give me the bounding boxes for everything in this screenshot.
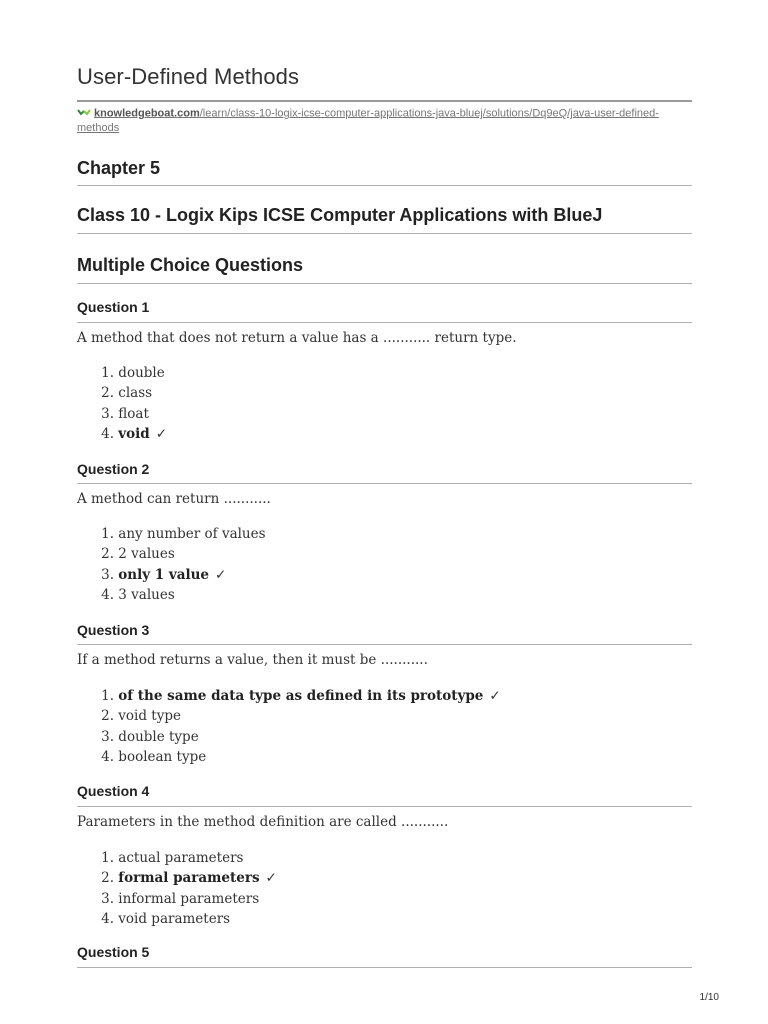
- option-text: void type: [118, 708, 181, 725]
- option-item: [77, 404, 167, 424]
- option-text: formal parameters: [118, 870, 260, 887]
- option-item: [77, 848, 277, 868]
- question-divider: [77, 483, 692, 484]
- page-title: User-Defined Methods: [77, 64, 300, 89]
- option-item: [77, 889, 277, 909]
- check-icon: ✓: [489, 688, 501, 704]
- question-text: If a method returns a value, then it must be ...........: [77, 652, 428, 668]
- option-list: [77, 524, 266, 605]
- title-divider: [77, 100, 692, 102]
- source-site: knowledgeboat.com: [94, 107, 200, 120]
- option-text: boolean type: [118, 748, 207, 765]
- chapter-divider: [77, 185, 692, 186]
- page-number: 1/10: [699, 992, 719, 1003]
- question-heading: Question 3: [77, 622, 150, 638]
- option-text: only 1 value: [118, 566, 210, 583]
- option-list: [77, 363, 167, 444]
- question-divider: [77, 806, 692, 807]
- option-text: actual parameters: [118, 850, 244, 866]
- option-number: 2.: [101, 546, 114, 563]
- book-divider: [77, 233, 692, 234]
- option-number: 1.: [101, 365, 114, 381]
- option-item-correct: [77, 868, 277, 888]
- question-text: Parameters in the method definition are called ...........: [77, 814, 449, 830]
- question-text: A method can return ...........: [77, 491, 271, 507]
- question-divider: [77, 644, 692, 645]
- question-text: A method that does not return a value has a ........... return type.: [77, 330, 517, 346]
- option-item: [77, 544, 266, 564]
- option-number: 4.: [101, 910, 114, 927]
- chapter-heading: Chapter 5: [77, 158, 161, 178]
- option-item: [77, 706, 501, 726]
- option-text: float: [118, 405, 149, 422]
- check-icon: ✓: [155, 425, 168, 442]
- option-number: 4.: [101, 748, 114, 765]
- option-text: of the same data type as defined in its prototype: [118, 688, 484, 704]
- option-number: 3.: [101, 890, 114, 907]
- option-list: [77, 848, 277, 929]
- option-number: 2.: [101, 385, 114, 402]
- question-divider: [77, 967, 692, 968]
- option-item: [77, 747, 501, 767]
- option-number: 4.: [101, 425, 114, 442]
- question-heading: Question 5: [77, 944, 150, 960]
- option-text: any number of values: [118, 526, 266, 542]
- option-number: 3.: [101, 728, 114, 745]
- question-heading: Question 4: [77, 783, 150, 799]
- option-text: informal parameters: [118, 890, 260, 907]
- option-text: 3 values: [118, 586, 175, 603]
- option-text: double: [118, 365, 165, 381]
- option-item: [77, 383, 167, 403]
- source-link[interactable]: [77, 107, 659, 134]
- book-heading: Class 10 - Logix Kips ICSE Computer Applications with BlueJ: [77, 205, 603, 225]
- option-item-correct: [77, 565, 266, 585]
- section-divider: [77, 283, 692, 284]
- option-list: [77, 686, 501, 767]
- question-heading: Question 2: [77, 461, 150, 477]
- option-item: [77, 524, 266, 544]
- option-item-correct: [77, 424, 167, 444]
- question-heading: Question 1: [77, 299, 150, 315]
- option-number: 3.: [101, 566, 114, 583]
- option-text: void: [118, 425, 150, 442]
- option-item: [77, 363, 167, 383]
- knowledgeboat-logo-icon: [77, 106, 91, 121]
- option-item: [77, 909, 277, 929]
- option-number: 3.: [101, 405, 114, 422]
- option-item-correct: [77, 686, 501, 706]
- check-icon: ✓: [215, 566, 227, 583]
- question-divider: [77, 322, 692, 323]
- source-path: /learn/class-10-logix-icse-computer-applications-java-bluej/solutions/Dq9eQ/java-user-defined-methods: [77, 107, 659, 135]
- source-link-line: [77, 106, 667, 136]
- option-text: class: [118, 385, 153, 402]
- option-number: 1.: [101, 688, 114, 704]
- option-number: 2.: [101, 708, 114, 725]
- option-text: 2 values: [118, 546, 175, 563]
- option-item: [77, 585, 266, 605]
- option-number: 1.: [101, 850, 114, 866]
- option-number: 1.: [101, 526, 114, 542]
- check-icon: ✓: [265, 870, 277, 887]
- option-number: 2.: [101, 870, 114, 887]
- option-number: 4.: [101, 586, 114, 603]
- option-item: [77, 727, 501, 747]
- option-text: void parameters: [118, 910, 231, 927]
- section-heading: Multiple Choice Questions: [77, 255, 304, 275]
- option-text: double type: [118, 728, 199, 745]
